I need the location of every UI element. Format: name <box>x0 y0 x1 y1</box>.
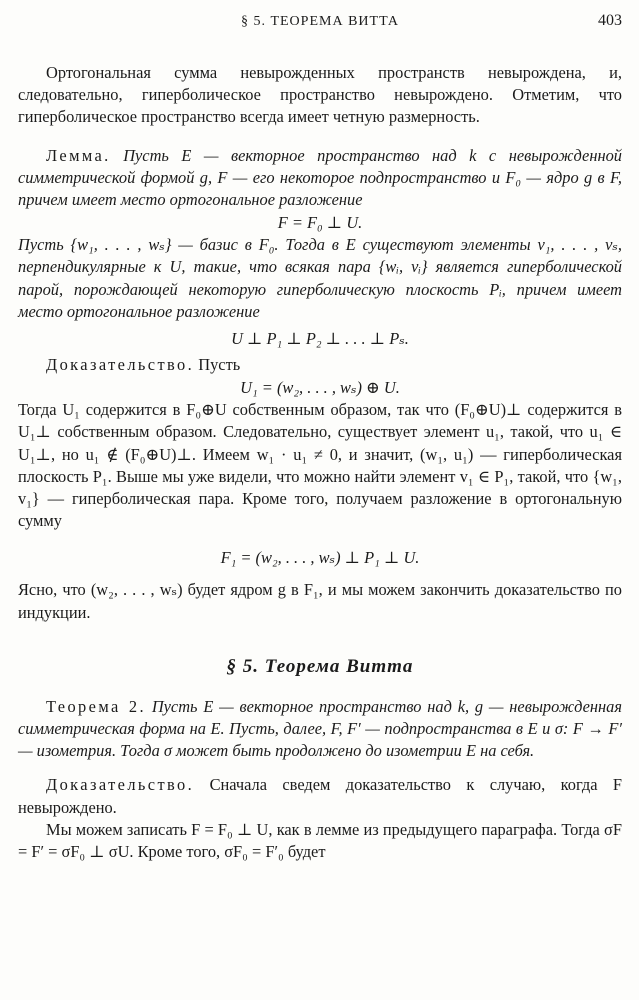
lemma-statement <box>18 145 622 212</box>
lemma-statement-2: Пусть {w₁, . . . , wₛ} — базис в F₀. Тогда в E существуют элементы v₁, . . . , vₛ, перпендикулярные к U, такие, что всякая пара {wᵢ, vᵢ} является гиперболической парой, порождающей некоторую гиперболическую плоскость Pᵢ, причем имеет место ортогональное разложение <box>18 235 622 321</box>
proof2-paragraph <box>18 774 622 818</box>
proof-formula-1: U₁ = (w₂, . . . , wₛ) ⊕ U. <box>240 378 400 398</box>
lemma-formula-1: F = F₀ ⊥ U. <box>277 213 363 233</box>
lemma-label: Лемма. <box>46 145 111 165</box>
section-title: § 5. Теорема Витта <box>226 655 414 677</box>
page-header <box>18 12 622 40</box>
lemma-text: Пусть E — векторное пространство над k с невырожденной симметрической формой g, F — его некоторое подпространство и F₀ — ядро g в F, причем имеет место ортогональное разложение <box>18 145 622 210</box>
proof-lead-text: Пусть <box>198 355 241 375</box>
proof-formula-2: F₁ = (w₂, . . . , wₛ) ⊥ P₁ ⊥ U. <box>220 548 420 568</box>
theorem-label: Теорема 2. <box>46 696 146 716</box>
proof2-text: Сначала сведем доказательство к случаю, когда F невырождено. <box>18 775 622 817</box>
running-title: § 5. ТЕОРЕМА ВИТТА <box>240 14 400 29</box>
proof-body: Тогда U₁ содержится в F₀⊕U собственным образом, так что (F₀⊕U)⊥ содержится в U₁⊥ собственным образом. Следовательно, существует элемент u₁, такой, что u₁ ∈ U₁⊥, но u₁ ∉ (F₀⊕U)⊥. Имеем w₁ · u₁ ≠ 0, и значит, (w₁, u₁) — гиперболическая плоскость P₁. Выше мы уже видели, что можно найти элемент v₁ ∈ P₁, такой, что {w₁, v₁} — гиперболическая пара. Кроме того, получаем разложение в ортогональную сумму <box>18 400 622 531</box>
proof-lead <box>18 354 622 376</box>
lemma-formula-2: U ⊥ P₁ ⊥ P₂ ⊥ . . . ⊥ Pₛ. <box>231 329 409 349</box>
proof-label: Доказательство. <box>46 355 195 375</box>
proof2-label: Доказательство. <box>46 775 195 795</box>
theorem-text: Пусть E — векторное пространство над k, g — невырожденная симметрическая форма на E. Пусть, далее, F, F′ — подпространства в E и σ: F → F′ — изометрия. Тогда σ может быть продолжено до изометрии E на себя. <box>18 696 622 761</box>
proof-end: Ясно, что (w₂, . . . , wₛ) будет ядром g в F₁, и мы можем закончить доказательство по индукции. <box>18 580 622 622</box>
page-number: 403 <box>598 12 622 29</box>
intro-paragraph: Ортогональная сумма невырожденных пространств невырождена, и, следовательно, гиперболическое пространство невырождено. Отметим, что гиперболическое пространство всегда имеет четную размерность. <box>18 63 622 127</box>
proof2-paragraph-2: Мы можем записать F = F₀ ⊥ U, как в лемме из предыдущего параграфа. Тогда σF = F′ = σF₀ ⊥ σU. Кроме того, σF₀ = F′₀ будет <box>18 819 622 862</box>
theorem-statement <box>18 696 622 763</box>
page <box>18 12 622 863</box>
